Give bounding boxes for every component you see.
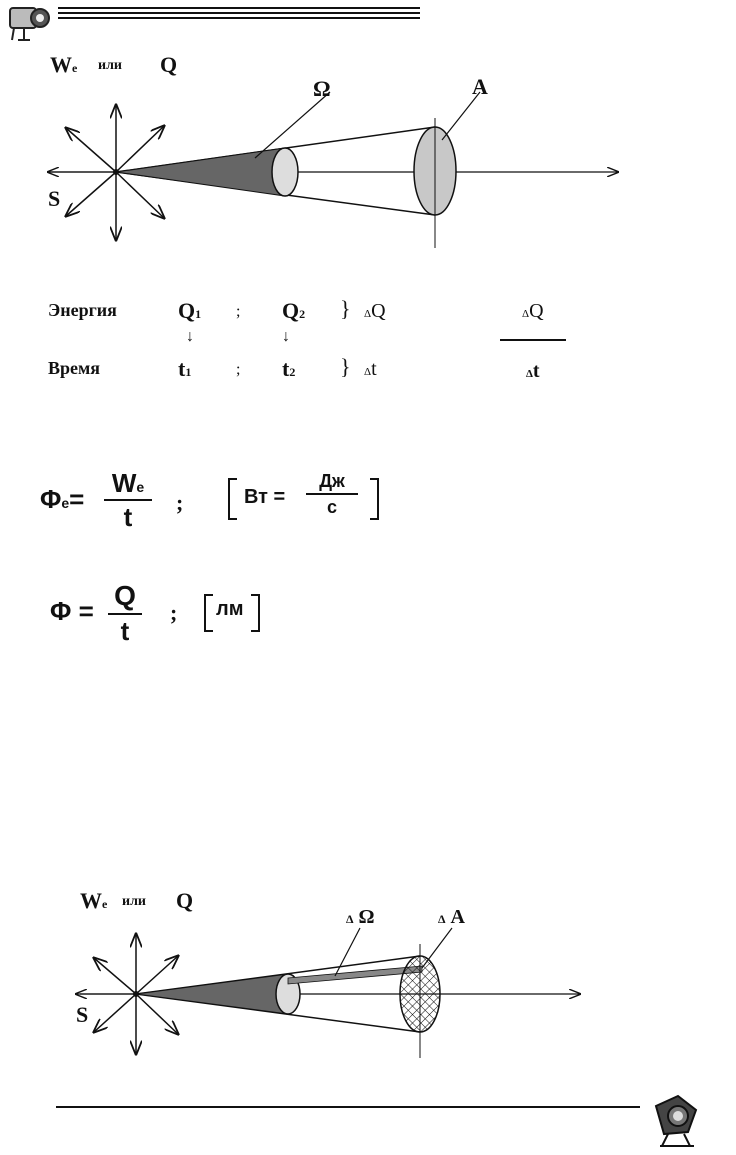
formula1-fraction: We t [104,470,152,530]
sep-2: ; [236,361,241,378]
header-spotlight-icon [4,2,56,42]
ratio-numerator: ΔQ [522,300,544,322]
formula2-separator: ; [170,600,178,625]
footer-rule [56,1106,640,1108]
header-rule [58,7,420,21]
arrow-2: ↓ [282,328,290,345]
diagram1-omega-label: Ω [313,76,331,101]
diagram1-we-label: We [50,52,78,77]
energy-label: Энергия [48,300,117,320]
diagram2-cone-figure [60,900,590,1060]
delta-t: Δt [364,358,377,380]
diagram2-d-omega-label: Δ Ω [346,906,375,928]
diagram2-d-a-label: Δ A [438,906,465,928]
diagram2-q-label: Q [176,888,194,913]
diagram2-s-label: S [76,1002,89,1027]
brace-1: } [340,296,351,321]
diagram1-or-text: или [98,58,122,73]
sep-1: ; [236,303,241,320]
arrow-1: ↓ [186,328,194,345]
formula2-bracket-left [204,594,213,632]
formula1-unit-fraction: Дж с [306,472,358,516]
diagram1-q-label: Q [160,52,178,77]
formula2-fraction: Q t [108,582,142,644]
t1-value: t1 [178,356,192,381]
diagram2-or-text: или [122,894,146,909]
formula1-unit: Вт = [244,486,286,508]
formula2-unit: лм [216,598,244,620]
diagram1-s-label: S [48,186,61,211]
formula2-lhs: Φ = [50,596,94,626]
formula1-separator: ; [176,490,184,515]
brace-2: } [340,354,351,379]
delta-q: ΔQ [364,300,386,322]
formula2-bracket-right [251,594,260,632]
ratio-denominator: Δt [526,360,540,382]
t2-value: t2 [282,356,296,381]
footer-spotlight-icon [648,1092,706,1148]
diagram2-we-label: We [80,888,108,913]
q1-value: Q1 [178,298,202,323]
q2-value: Q2 [282,298,306,323]
diagram1-a-label: A [472,74,488,99]
formula1-bracket-left [228,478,237,520]
ratio-bar [500,339,566,341]
formula1-bracket-right [370,478,379,520]
formula1-lhs: Φe= [40,484,85,514]
time-label: Время [48,358,101,378]
